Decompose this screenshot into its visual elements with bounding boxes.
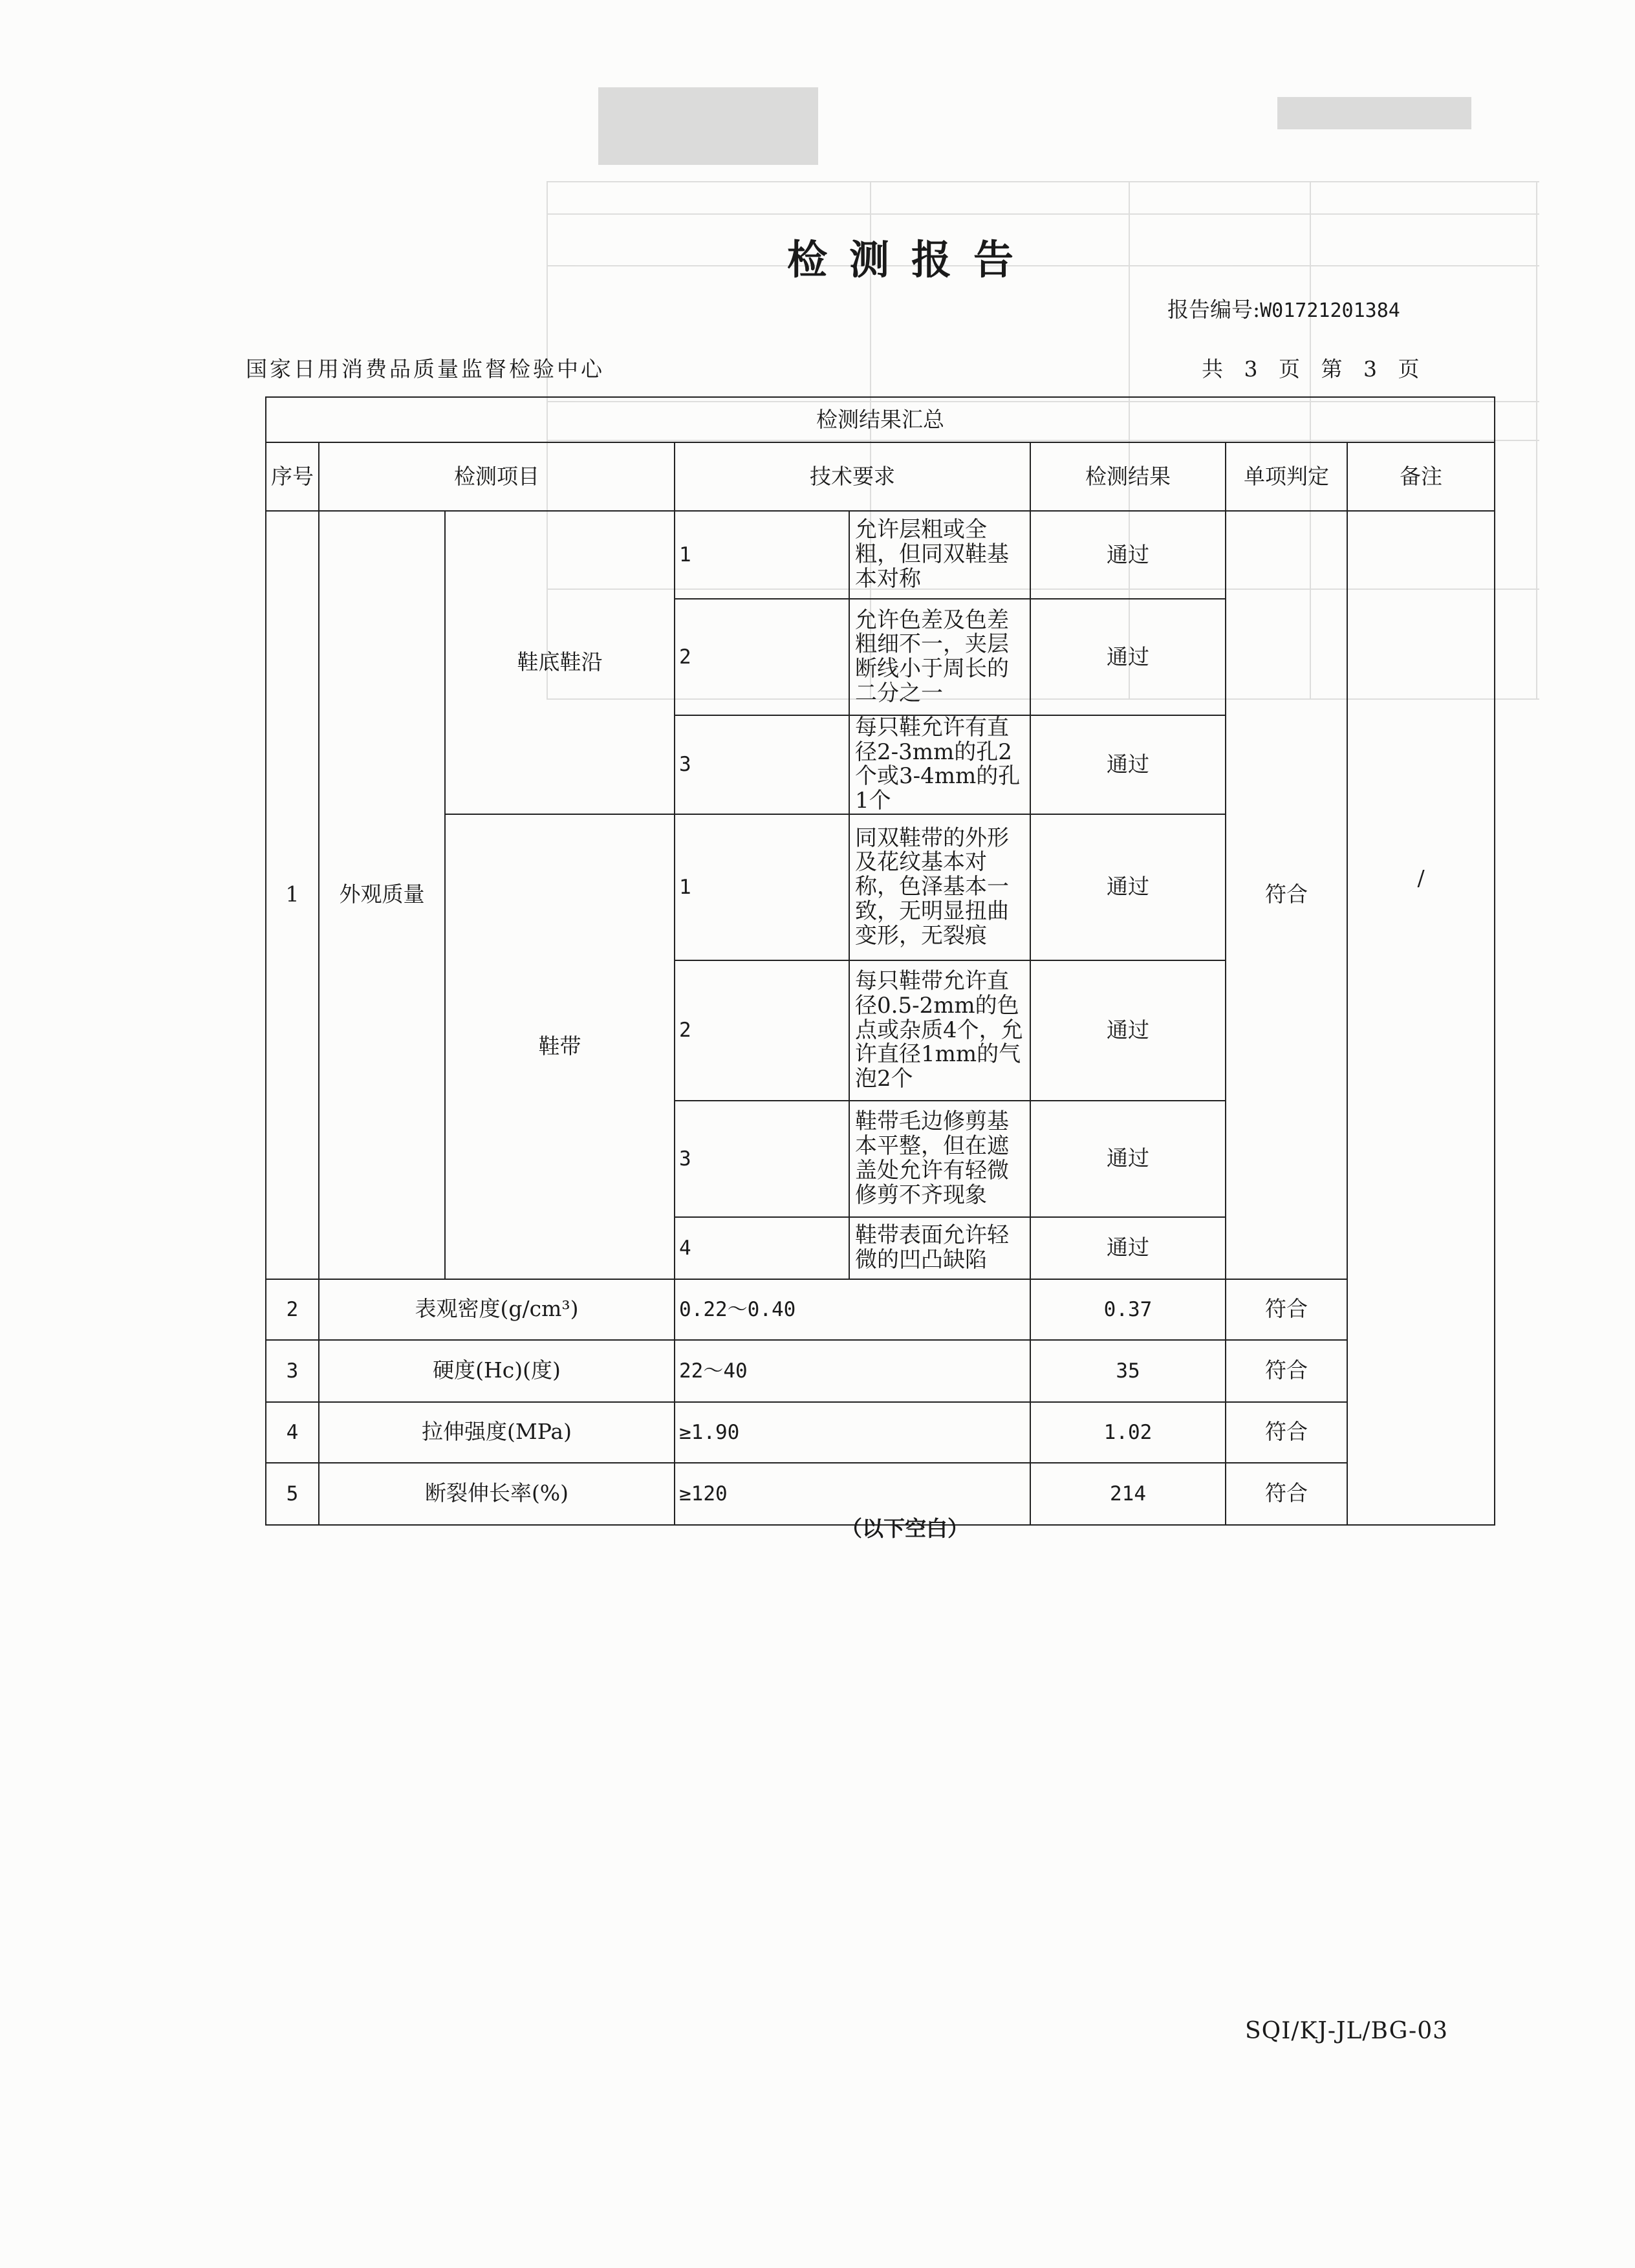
group1-verdict: 符合 <box>1226 511 1347 1279</box>
row-item: 硬度(Hc)(度) <box>319 1340 675 1402</box>
requirement-text: 每只鞋带允许直径0.5-2mm的色点或杂质4个，允许直径1mm的气泡2个 <box>849 960 1030 1101</box>
requirement-text: 允许色差及色差粗细不一，夹层断线小于周长的二分之一 <box>849 599 1030 715</box>
result-cell: 通过 <box>1030 715 1226 814</box>
row-seq: 4 <box>266 1402 319 1463</box>
result-cell: 通过 <box>1030 1101 1226 1217</box>
row-requirement: 22～40 <box>675 1340 1030 1402</box>
result-cell: 通过 <box>1030 814 1226 960</box>
sub-item-no: 2 <box>675 960 849 1101</box>
header-verdict: 单项判定 <box>1226 442 1347 511</box>
row-requirement: ≥1.90 <box>675 1402 1030 1463</box>
report-number-label: 报告编号: <box>1167 297 1261 322</box>
row-result: 0.37 <box>1030 1279 1226 1340</box>
remark-cell <box>1347 511 1495 1525</box>
row-verdict: 符合 <box>1226 1402 1347 1463</box>
requirement-text: 鞋带毛边修剪基本平整，但在遮盖处允许有轻微修剪不齐现象 <box>849 1101 1030 1217</box>
header-remark: 备注 <box>1347 442 1495 511</box>
requirement-text: 每只鞋允许有直径2-3mm的孔2个或3-4mm的孔1个 <box>849 715 1030 814</box>
result-cell: 通过 <box>1030 1217 1226 1279</box>
row-result: 1.02 <box>1030 1402 1226 1463</box>
row-requirement: 0.22～0.40 <box>675 1279 1030 1340</box>
group1-name: 外观质量 <box>319 511 445 1279</box>
row-verdict: 符合 <box>1226 1463 1347 1525</box>
result-cell: 通过 <box>1030 960 1226 1101</box>
header-result: 检测结果 <box>1030 442 1226 511</box>
requirement-text: 鞋带表面允许轻微的凹凸缺陷 <box>849 1217 1030 1279</box>
strap-item: 鞋带 <box>445 814 675 1279</box>
table-caption: 检测结果汇总 <box>266 397 1495 442</box>
result-cell: 通过 <box>1030 599 1226 715</box>
header-item: 检测项目 <box>319 442 675 511</box>
organization-name: 国家日用消费品质量监督检验中心 <box>246 356 605 382</box>
report-number-value: W01721201384 <box>1260 299 1400 322</box>
results-summary-table <box>265 396 1495 1526</box>
page-title: 检测报告 <box>786 236 1035 283</box>
row-result: 214 <box>1030 1463 1226 1525</box>
remark-value: / <box>1417 865 1425 891</box>
result-cell: 通过 <box>1030 511 1226 599</box>
sub-item-no: 3 <box>675 1101 849 1217</box>
report-number <box>1167 293 1400 323</box>
row-item: 断裂伸长率(%) <box>319 1463 675 1525</box>
row-result: 35 <box>1030 1340 1226 1402</box>
group1-seq: 1 <box>266 511 319 1279</box>
sub-item-no: 1 <box>675 814 849 960</box>
row-seq: 3 <box>266 1340 319 1402</box>
sub-item-no: 3 <box>675 715 849 814</box>
blank-below-note: （以下空白） <box>841 1516 969 1541</box>
sub-item-no: 1 <box>675 511 849 599</box>
row-verdict: 符合 <box>1226 1340 1347 1402</box>
page-indicator: 共 3 页 第 3 页 <box>1202 356 1420 382</box>
row-item: 表观密度(g/cm³) <box>319 1279 675 1340</box>
row-seq: 2 <box>266 1279 319 1340</box>
requirement-text: 同双鞋带的外形及花纹基本对称，色泽基本一致，无明显扭曲变形，无裂痕 <box>849 814 1030 960</box>
sub-item-no: 4 <box>675 1217 849 1279</box>
row-item: 拉伸强度(MPa) <box>319 1402 675 1463</box>
header-seq: 序号 <box>266 442 319 511</box>
sole-edge-item: 鞋底鞋沿 <box>445 511 675 814</box>
row-seq: 5 <box>266 1463 319 1525</box>
header-requirement: 技术要求 <box>675 442 1030 511</box>
requirement-text: 允许层粗或全粗，但同双鞋基本对称 <box>849 511 1030 599</box>
row-requirement: ≥120 <box>675 1463 1030 1525</box>
row-verdict: 符合 <box>1226 1279 1347 1340</box>
sub-item-no: 2 <box>675 599 849 715</box>
form-code: SQI/KJ-JL/BG-03 <box>1245 2018 1449 2044</box>
